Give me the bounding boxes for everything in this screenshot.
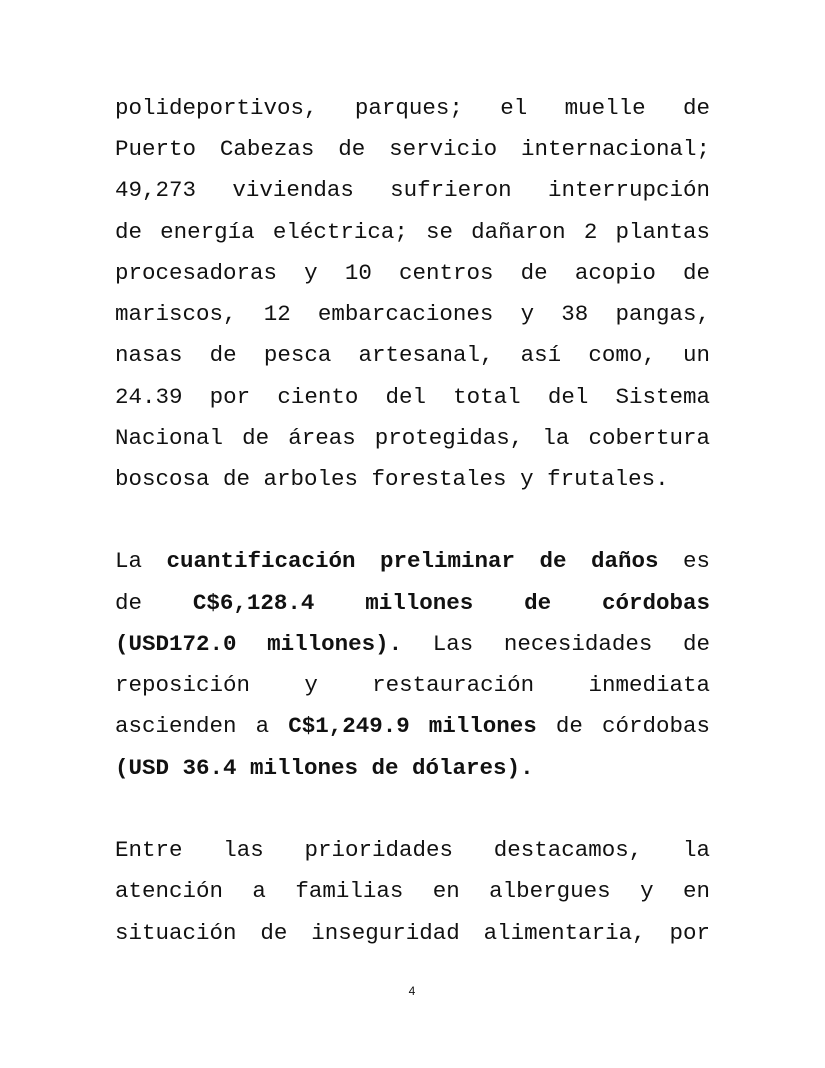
text-segment: ascienden a	[115, 713, 270, 739]
paragraph-1-line-6: mariscos, 12 embarcaciones y 38 pangas,	[115, 301, 710, 327]
text-segment: es	[682, 548, 710, 574]
paragraph-1-line-3: 49,273 viviendas sufrieron interrupción	[115, 177, 710, 203]
paragraph-1-line-10: boscosa de arboles forestales y frutales.	[115, 466, 669, 492]
paragraph-1-line-1: polideportivos, parques; el muelle de	[115, 95, 710, 121]
text-segment: La	[115, 548, 143, 574]
paragraph-1-line-2: Puerto Cabezas de servicio internacional;	[115, 136, 710, 162]
paragraph-2-line-4: reposición y restauración inmediata	[115, 672, 710, 698]
bold-text-segment: C$1,249.9 millones	[288, 713, 537, 739]
paragraph-1-line-9: Nacional de áreas protegidas, la cobertura	[115, 425, 710, 451]
paragraph-2-line-6: (USD 36.4 millones de dólares).	[115, 755, 534, 781]
paragraph-3-line-3: situación de inseguridad alimentaria, por	[115, 920, 710, 946]
bold-text-segment: cuantificación preliminar de daños	[166, 548, 659, 574]
text-segment: Las necesidades de	[432, 631, 711, 657]
bold-text-segment: (USD172.0 millones).	[115, 631, 403, 657]
paragraph-1-line-4: de energía eléctrica; se dañaron 2 plantas	[115, 219, 710, 245]
text-segment: de córdobas	[555, 713, 710, 739]
page-number: 4	[408, 984, 416, 998]
paragraph-1-line-8: 24.39 por ciento del total del Sistema	[115, 384, 710, 410]
paragraph-1-line-5: procesadoras y 10 centros de acopio de	[115, 260, 710, 286]
bold-text-segment: C$6,128.4 millones de córdobas	[192, 590, 710, 616]
paragraph-3-line-1: Entre las prioridades destacamos, la	[115, 837, 710, 863]
paragraph-2-line-2	[115, 583, 710, 624]
paragraph-2-line-3	[115, 624, 710, 665]
text-segment: de	[115, 590, 143, 616]
paragraph-2-line-5	[115, 706, 710, 747]
paragraph-3-line-2: atención a familias en albergues y en	[115, 878, 710, 904]
paragraph-2-line-1	[115, 541, 710, 582]
paragraph-1-line-7: nasas de pesca artesanal, así como, un	[115, 342, 710, 368]
